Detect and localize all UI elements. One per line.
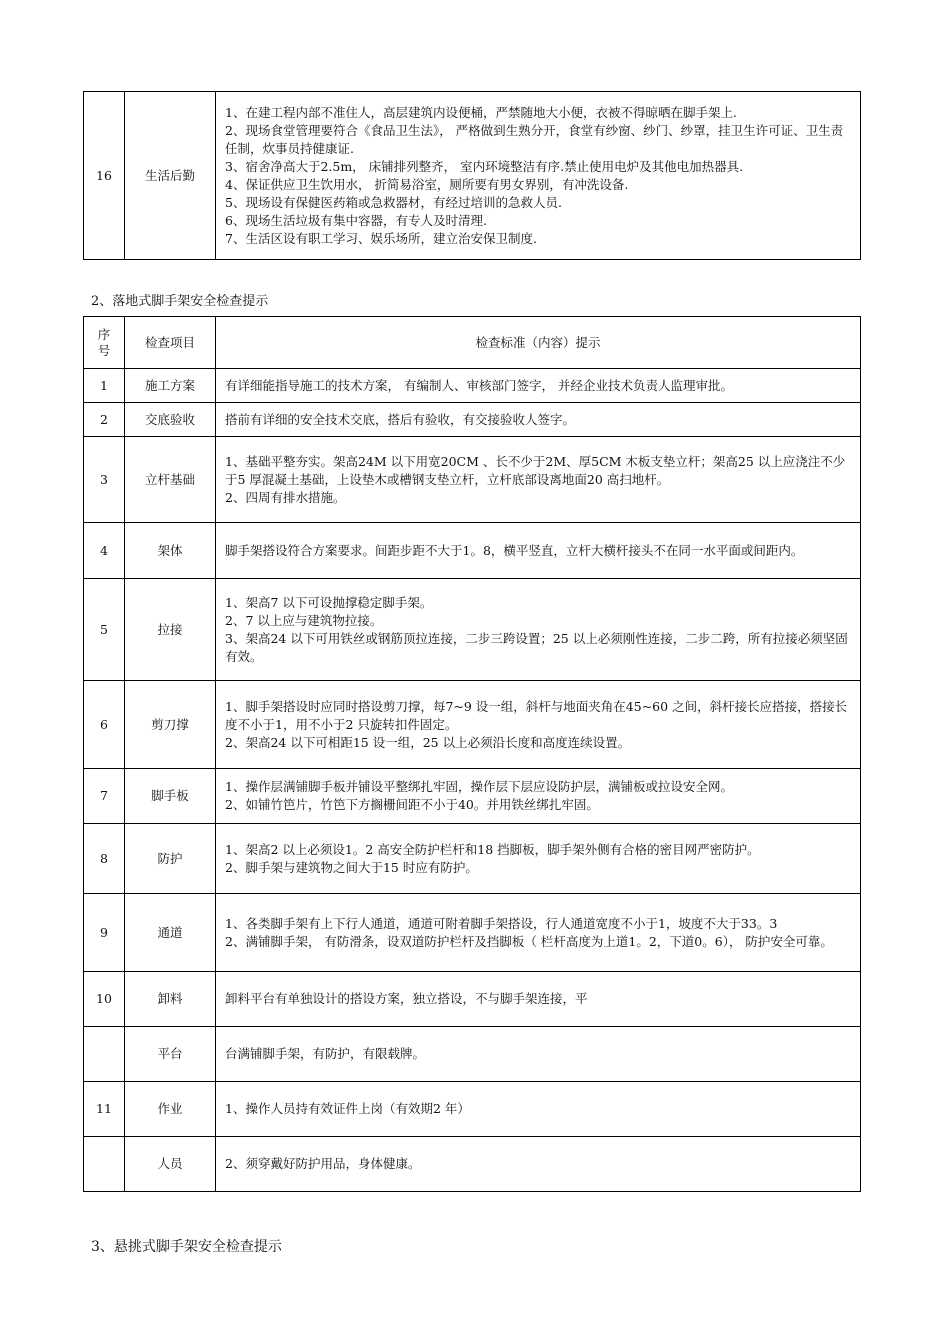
content-line: 搭前有详细的安全技术交底，搭后有验收，有交接验收人签字。 (225, 411, 576, 427)
row-number: 5 (84, 579, 125, 681)
table-row (84, 894, 861, 972)
row-number: 9 (84, 894, 125, 972)
inspection-content (216, 1082, 861, 1137)
table-row (84, 972, 861, 1027)
scaffold-inspection-table (83, 316, 861, 1192)
content-line: 2、架高24 以下可相距15 设一组，25 以上必须沿长度和高度连续设置。 (225, 734, 631, 750)
inspection-content (216, 92, 861, 260)
row-number: 7 (84, 769, 125, 824)
living-logistics-table (83, 91, 861, 260)
inspection-item: 卸料 (125, 972, 216, 1027)
inspection-item: 防护 (125, 824, 216, 894)
content-line: 6、现场生活垃圾有集中容器，有专人及时清理. (225, 212, 487, 228)
table-row (84, 369, 861, 403)
table-row (84, 437, 861, 523)
row-number: 1 (84, 369, 125, 403)
inspection-content (216, 769, 861, 824)
table-row (84, 1082, 861, 1137)
inspection-item: 交底验收 (125, 403, 216, 437)
content-line: 1、架高7 以下可设抛撑稳定脚手架。 (225, 594, 433, 610)
inspection-content (216, 894, 861, 972)
content-line: 2、脚手架与建筑物之间大于15 时应有防护。 (225, 859, 478, 875)
header-item: 检查项目 (125, 317, 216, 369)
content-line: 1、操作层满铺脚手板并铺设平整绑扎牢固，操作层下层应设防护层，满铺板或拉设安全网。 (225, 779, 733, 794)
table-row (84, 769, 861, 824)
header-content: 检查标准（内容）提示 (216, 317, 861, 369)
content-line: 1、基础平整夯实。架高24M 以下用宽20CM 、长不少于2M、厚5CM 木板支垫立杆；架高25 以上应浇注不少于5 厚混凝土基础，上设垫木或槽钢支垫立杆，立杆底部设离地面20 高扫地杆。 (225, 453, 846, 487)
inspection-content (216, 523, 861, 579)
content-line: 1、脚手架搭设时应同时搭设剪刀撑，每7~9 设一组，斜杆与地面夹角在45~60 之间，斜杆接长应搭接，搭接长度不小于1，用不小于2 只旋转扣件固定。 (225, 698, 848, 732)
inspection-content (216, 579, 861, 681)
content-line: 台满铺脚手架，有防护，有限载牌。 (225, 1046, 426, 1061)
table-row (84, 1027, 861, 1082)
content-line: 1、在建工程内部不准住人，高层建筑内设便桶，严禁随地大小便，衣被不得晾晒在脚手架上. (225, 104, 737, 120)
row-number: 16 (84, 92, 125, 260)
table-row (84, 1137, 861, 1192)
content-line: 5、现场设有保健医药箱或急救器材，有经过培训的急救人员. (225, 194, 562, 210)
content-line: 7、生活区设有职工学习、娱乐场所，建立治安保卫制度. (225, 230, 537, 246)
content-line: 4、保证供应卫生饮用水， 折简易浴室，厕所要有男女界别，有冲洗设备. (225, 176, 629, 192)
content-line: 1、各类脚手架有上下行人通道，通道可附着脚手架搭设，行人通道宽度不小于1，坡度不大于33。3 (225, 915, 778, 931)
content-line: 1、架高2 以上必须设1。2 高安全防护栏杆和18 挡脚板，脚手架外侧有合格的密目网严密防护。 (225, 841, 760, 857)
inspection-item: 平台 (125, 1027, 216, 1082)
table-row (84, 523, 861, 579)
inspection-content (216, 403, 861, 437)
content-line: 2、现场食堂管理要符合《食品卫生法》， 严格做到生熟分开，食堂有纱窗、纱门、纱罩，挂卫生许可证、卫生责任制，炊事员持健康证. (225, 122, 844, 156)
inspection-item: 施工方案 (125, 369, 216, 403)
row-number: 3 (84, 437, 125, 523)
inspection-item: 架体 (125, 523, 216, 579)
content-line: 3、架高24 以下可用铁丝或钢筋顶拉连接，二步三跨设置；25 以上必须刚性连接，二步二跨，所有拉接必须坚固有效。 (225, 630, 848, 664)
row-number: 11 (84, 1082, 125, 1137)
table-row (84, 824, 861, 894)
inspection-content (216, 1027, 861, 1082)
content-line: 2、满铺脚手架， 有防滑条，设双道防护栏杆及挡脚板（ 栏杆高度为上道1。2，下道0。6）， 防护安全可靠。 (225, 933, 833, 949)
inspection-content (216, 437, 861, 523)
header-row (84, 317, 861, 369)
inspection-content (216, 972, 861, 1027)
inspection-item: 脚手板 (125, 769, 216, 824)
content-line: 有详细能指导施工的技术方案， 有编制人、审核部门签字， 并经企业技术负责人监理审批。 (225, 377, 733, 393)
inspection-content (216, 681, 861, 769)
content-line: 3、宿舍净高大于2.5m， 床铺排列整齐， 室内环境整洁有序.禁止使用电炉及其他电加热器具. (225, 158, 744, 174)
inspection-content (216, 824, 861, 894)
row-number: 4 (84, 523, 125, 579)
inspection-item: 拉接 (125, 579, 216, 681)
inspection-item: 通道 (125, 894, 216, 972)
row-number: 6 (84, 681, 125, 769)
inspection-item: 生活后勤 (125, 92, 216, 260)
inspection-item: 作业 (125, 1082, 216, 1137)
inspection-content (216, 369, 861, 403)
table-row (84, 403, 861, 437)
table-row (84, 681, 861, 769)
content-line: 2、如铺竹笆片，竹笆下方搁栅间距不小于40。并用铁丝绑扎牢固。 (225, 797, 599, 812)
content-line: 卸料平台有单独设计的搭设方案，独立搭设，不与脚手架连接，平 (225, 991, 588, 1006)
inspection-item: 剪刀撑 (125, 681, 216, 769)
header-no: 序号 (84, 317, 125, 369)
content-line: 2、须穿戴好防护用品，身体健康。 (225, 1156, 421, 1171)
inspection-content (216, 1137, 861, 1192)
content-line: 脚手架搭设符合方案要求。间距步距不大于1。8，横平竖直，立杆大横杆接头不在同一水平面或间距内。 (225, 542, 804, 558)
table-row (84, 579, 861, 681)
content-line: 1、操作人员持有效证件上岗（有效期2 年） (225, 1101, 470, 1116)
row-number: 8 (84, 824, 125, 894)
table-row (84, 92, 861, 260)
content-line: 2、四周有排水措施。 (225, 489, 346, 505)
inspection-item: 人员 (125, 1137, 216, 1192)
section-title: 2、落地式脚手架安全检查提示 (91, 294, 269, 309)
content-line: 2、7 以上应与建筑物拉接。 (225, 612, 383, 628)
row-number: 10 (84, 972, 125, 1027)
row-number: 2 (84, 403, 125, 437)
row-number (84, 1137, 125, 1192)
inspection-item: 立杆基础 (125, 437, 216, 523)
row-number (84, 1027, 125, 1082)
section-title: 3、悬挑式脚手架安全检查提示 (91, 1239, 282, 1255)
